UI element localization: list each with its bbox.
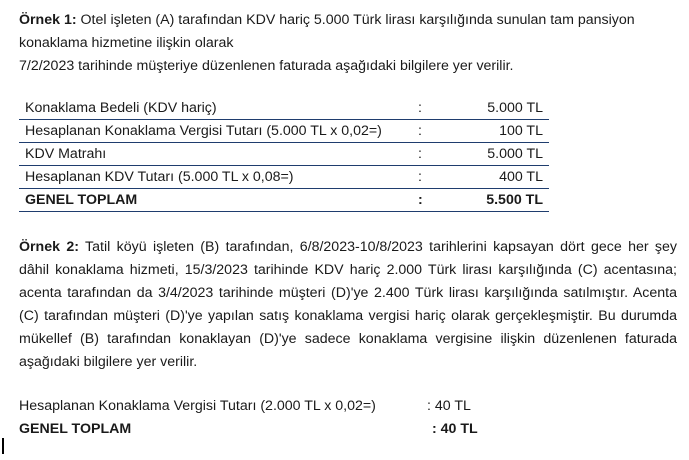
tax-row-label: Hesaplanan Konaklama Vergisi Tutarı (2.000 TL x 0,02=) (19, 398, 376, 414)
example-1-line-3: 7/2/2023 tarihinde müşteriye düzenlenen faturada aşağıdaki bilgilere yer verilir. (19, 58, 514, 74)
row-colon: : (418, 97, 458, 120)
tax-row-value: : 40 TL (427, 398, 471, 414)
total-row-value: : 40 TL (432, 421, 478, 437)
example-2-line-1: Örnek 2: Tatil köyü işleten (B) tarafından, 6/8/2023-10/8/2023 tarihlerini kapsayan dört gece her şey (19, 239, 677, 255)
example-2-line-3: acenta tarafından da 3/4/2023 tarihinde müşteri (D)'ye 2.400 Türk lirası karşılığında satılmıştır. Acenta (19, 285, 677, 301)
table-row (19, 97, 549, 120)
row-amount: 100 TL (458, 120, 549, 143)
row-colon: : (418, 143, 458, 166)
example-2-line-6: aşağıdaki bilgilere yer verilir. (19, 354, 198, 370)
table-row (19, 166, 549, 189)
row-label: Hesaplanan KDV Tutarı (5.000 TL x 0,08=) (19, 166, 418, 189)
row-colon: : (418, 166, 458, 189)
row-amount: 5.500 TL (458, 189, 549, 212)
table-row (19, 120, 549, 143)
example-2-tax-row (19, 398, 471, 414)
row-amount: 5.000 TL (458, 97, 549, 120)
example-1-line-1: Örnek 1: Otel işleten (A) tarafından KDV hariç 5.000 Türk lirası karşılığında sunulan tam pansiyon (19, 12, 635, 28)
example-1-invoice-table (19, 97, 549, 212)
table-row-total (19, 189, 549, 212)
row-label: KDV Matrahı (19, 143, 418, 166)
example-2-total-row (19, 421, 478, 437)
row-amount: 400 TL (458, 166, 549, 189)
row-colon: : (418, 120, 458, 143)
row-label: GENEL TOPLAM (19, 189, 418, 212)
table-row (19, 143, 549, 166)
example-2-line-4: (C) tarafından müşteri (D)'ye yapılan satış konaklama vergisi hariç olarak gerçekleşmiştir. Bu durumda (19, 308, 677, 324)
row-label: Konaklama Bedeli (KDV hariç) (19, 97, 418, 120)
example-1-text (19, 9, 689, 78)
row-label: Hesaplanan Konaklama Vergisi Tutarı (5.000 TL x 0,02=) (19, 120, 418, 143)
example-2-line-5: mükellef (B) tarafından konaklayan (D)'ye sadece konaklama vergisine ilişkin düzenlenen faturada (19, 331, 677, 347)
total-row-label: GENEL TOPLAM (19, 421, 132, 437)
row-amount: 5.000 TL (458, 143, 549, 166)
example-2-label: Örnek 2: (19, 239, 79, 255)
example-1-label: Örnek 1: (19, 12, 77, 28)
example-2-line-2: dâhil konaklama hizmeti, 15/3/2023 tarihinde KDV hariç 2.000 Türk lirası karşılığında (C) acentasına; (19, 262, 677, 278)
text-cursor (2, 438, 4, 454)
row-colon: : (418, 189, 458, 212)
example-2-text (19, 236, 677, 374)
example-1-line-2: konaklama hizmetine ilişkin olarak (19, 35, 234, 51)
